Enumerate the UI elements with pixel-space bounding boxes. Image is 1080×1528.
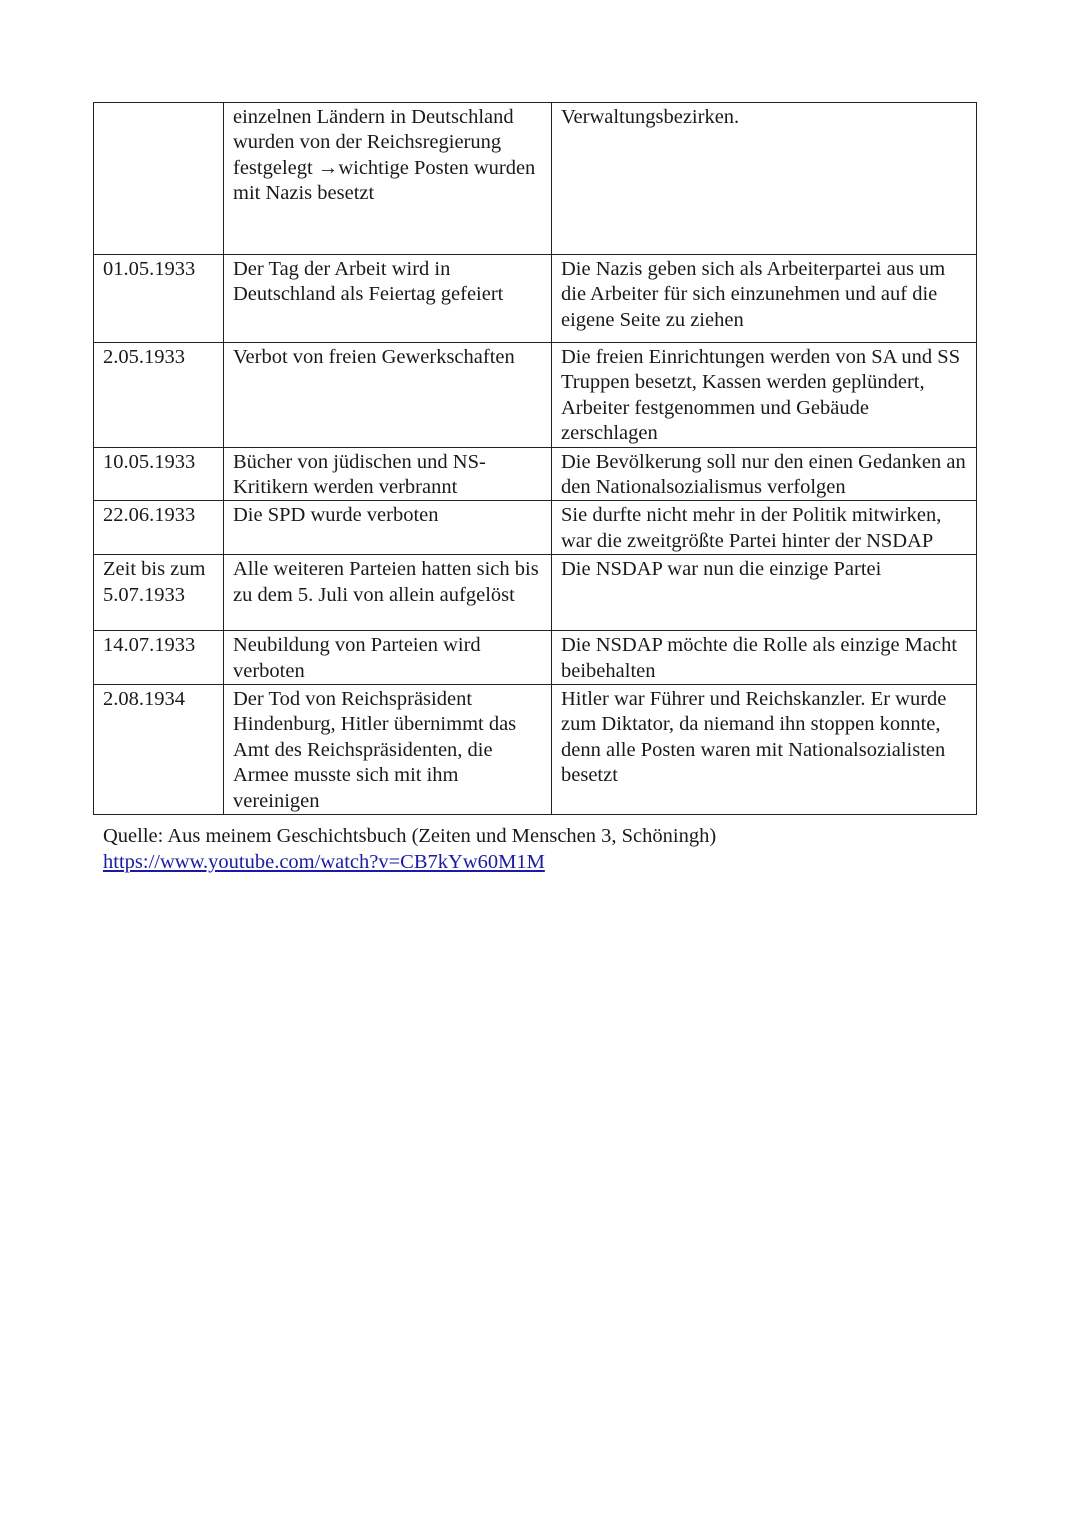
event-cell: Verbot von freien Gewerkschaften [224,343,552,448]
note-cell: Die Bevölkerung soll nur den einen Gedanken an den Nationalsozialismus verfolgen [552,447,977,501]
note-cell: Die NSDAP möchte die Rolle als einzige Macht beibehalten [552,631,977,685]
date-cell [94,103,224,255]
date-cell: 10.05.1933 [94,447,224,501]
source-link[interactable]: https://www.youtube.com/watch?v=CB7kYw60M1M [103,851,545,873]
event-cell: Bücher von jüdischen und NS-Kritikern werden verbrannt [224,447,552,501]
date-cell: 14.07.1933 [94,631,224,685]
table-row [94,555,977,631]
event-cell: Der Tag der Arbeit wird in Deutschland als Feiertag gefeiert [224,255,552,343]
event-cell: Alle weiteren Parteien hatten sich bis zu dem 5. Juli von allein aufgelöst [224,555,552,631]
note-cell: Die Nazis geben sich als Arbeiterpartei aus um die Arbeiter für sich einzunehmen und auf die eigene Seite zu ziehen [552,255,977,343]
table-row [94,447,977,501]
note-cell: Verwaltungsbezirken. [552,103,977,255]
source-text: Quelle: Aus meinem Geschichtsbuch (Zeiten und Menschen 3, Schöningh) [103,825,717,847]
date-cell: Zeit bis zum 5.07.1933 [94,555,224,631]
note-cell: Die freien Einrichtungen werden von SA und SS Truppen besetzt, Kassen werden geplündert, Arbeiter festgenommen und Gebäude zerschlagen [552,343,977,448]
table-row [94,103,977,255]
timeline-table [93,102,977,815]
table-row [94,255,977,343]
event-cell: einzelnen Ländern in Deutschland wurden von der Reichsregierung festgelegt →wichtige Posten wurden mit Nazis besetzt [224,103,552,255]
note-cell: Sie durfte nicht mehr in der Politik mitwirken, war die zweitgrößte Partei hinter der NSDAP [552,501,977,555]
event-cell: Die SPD wurde verboten [224,501,552,555]
source-block [103,823,923,875]
table-row [94,631,977,685]
event-cell: Neubildung von Parteien wird verboten [224,631,552,685]
date-cell: 2.08.1934 [94,685,224,815]
date-cell: 01.05.1933 [94,255,224,343]
note-cell: Die NSDAP war nun die einzige Partei [552,555,977,631]
date-cell: 22.06.1933 [94,501,224,555]
table-row [94,343,977,448]
table-row [94,685,977,815]
note-cell: Hitler war Führer und Reichskanzler. Er wurde zum Diktator, da niemand ihn stoppen konnte, denn alle Posten waren mit Nationalsozialisten besetzt [552,685,977,815]
event-cell: Der Tod von Reichspräsident Hindenburg, Hitler übernimmt das Amt des Reichspräsidenten, die Armee musste sich mit ihm vereinigen [224,685,552,815]
date-cell: 2.05.1933 [94,343,224,448]
table-row [94,501,977,555]
